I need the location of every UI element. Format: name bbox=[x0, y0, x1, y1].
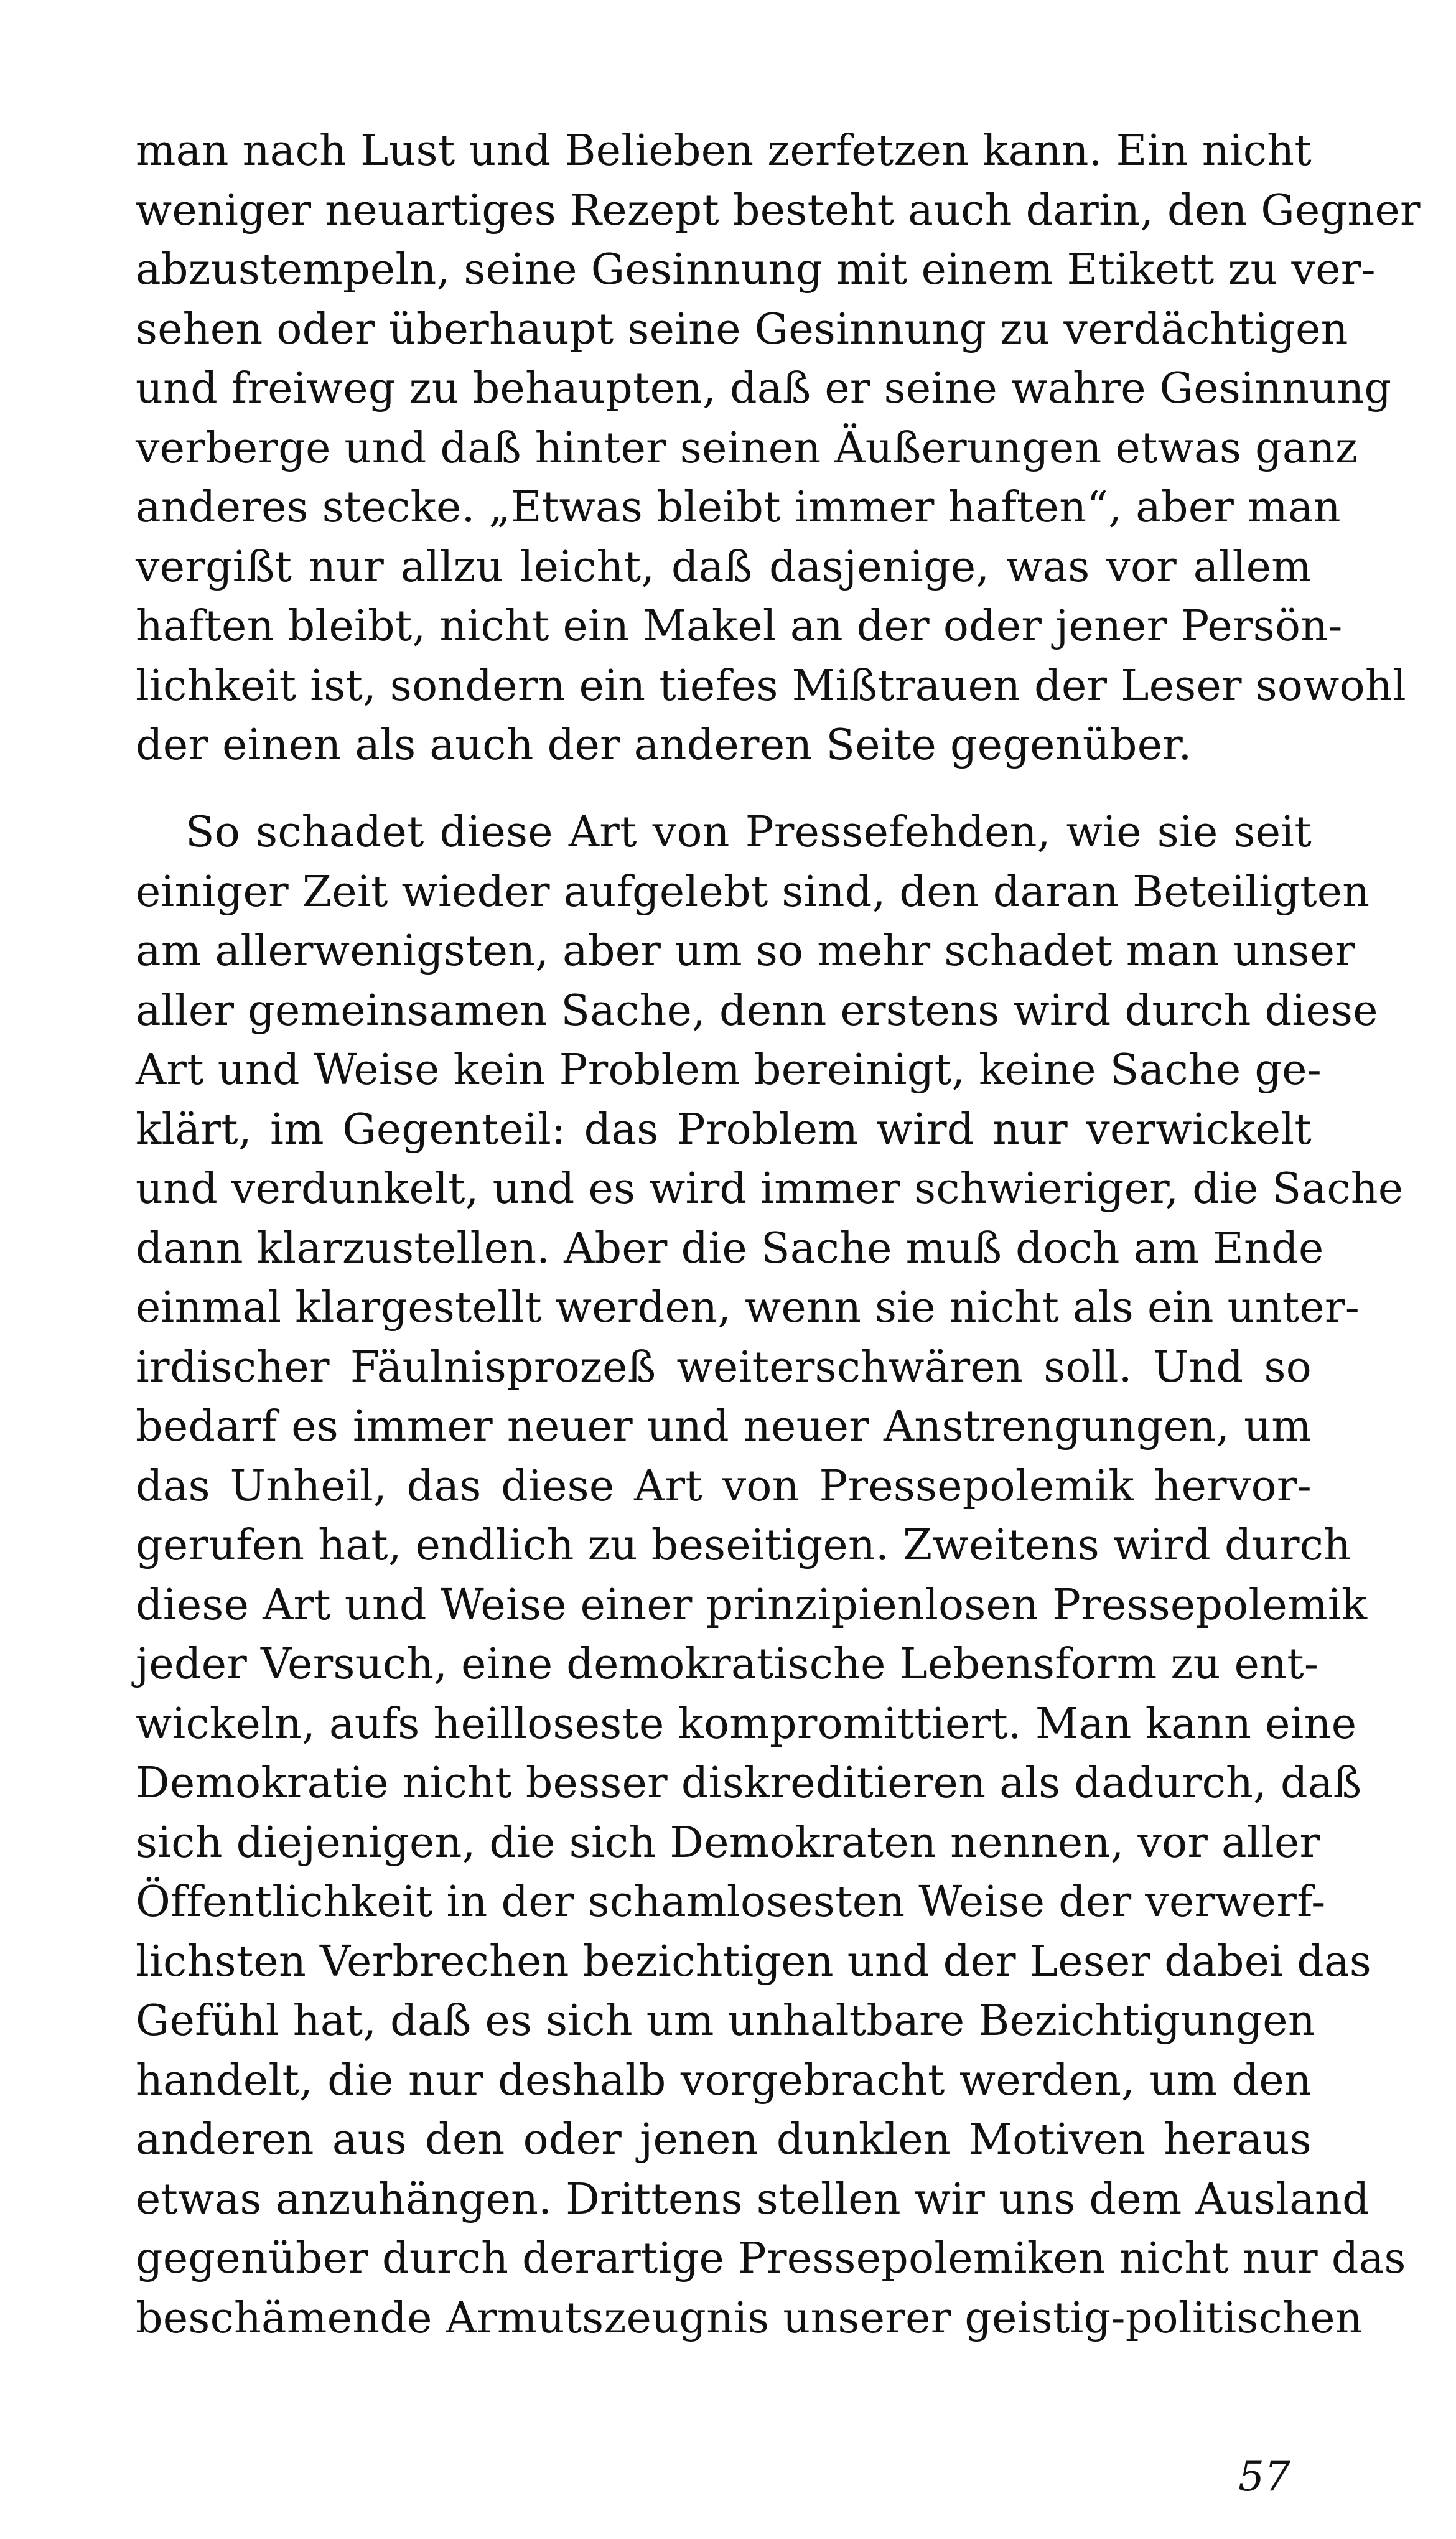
text-line: diese Art und Weise einer prinzipienlosen Pressepolemik bbox=[136, 1580, 1368, 1630]
text-line: verberge und daß hinter seinen Äußerungen etwas ganz bbox=[136, 423, 1358, 473]
text-line: Öffentlichkeit in der schamlosesten Weise der verwerf- bbox=[136, 1877, 1326, 1927]
text-line: lichsten Verbrechen bezichtigen und der Leser dabei das bbox=[136, 1937, 1372, 1986]
paragraph-1 bbox=[136, 121, 1421, 775]
text-line: So schadet diese Art von Pressefehden, wie sie seit bbox=[185, 808, 1312, 857]
text-line: abzustempeln, seine Gesinnung mit einem Etikett zu ver- bbox=[136, 245, 1376, 294]
text-line: sich diejenigen, die sich Demokraten nennen, vor aller bbox=[136, 1818, 1320, 1868]
text-line: beschämende Armutszeugnis unserer geistig-politischen bbox=[136, 2293, 1363, 2343]
text-line: und freiweg zu behaupten, daß er seine wahre Gesinnung bbox=[136, 364, 1392, 413]
text-line: einmal klargestellt werden, wenn sie nicht als ein unter- bbox=[136, 1283, 1360, 1332]
text-line: Art und Weise kein Problem bereinigt, keine Sache ge- bbox=[136, 1045, 1322, 1095]
text-line: irdischer Fäulnisprozeß weiterschwären soll. Und so bbox=[136, 1342, 1312, 1392]
text-line: der einen als auch der anderen Seite gegenüber. bbox=[136, 721, 1192, 770]
page-number: 57 bbox=[1238, 2452, 1290, 2500]
text-line: lichkeit ist, sondern ein tiefes Mißtrauen der Leser sowohl bbox=[136, 661, 1407, 711]
text-line: vergißt nur allzu leicht, daß dasjenige, was vor allem bbox=[136, 542, 1312, 592]
text-line: etwas anzuhängen. Drittens stellen wir uns dem Ausland bbox=[136, 2174, 1370, 2224]
text-line: gerufen hat, endlich zu beseitigen. Zweitens wird durch bbox=[136, 1521, 1351, 1570]
text-line: anderes stecke. „Etwas bleibt immer haften“, aber man bbox=[136, 483, 1341, 532]
text-line: haften bleibt, nicht ein Makel an der oder jener Persön- bbox=[136, 602, 1343, 651]
text-line: bedarf es immer neuer und neuer Anstrengungen, um bbox=[136, 1402, 1312, 1451]
text-line: gegenüber durch derartige Pressepolemiken nicht nur das bbox=[136, 2234, 1406, 2283]
text-line: Demokratie nicht besser diskreditieren als dadurch, daß bbox=[136, 1759, 1362, 1808]
text-line: und verdunkelt, und es wird immer schwieriger, die Sache bbox=[136, 1164, 1404, 1213]
paragraph-2 bbox=[136, 803, 1406, 2348]
text-line: weniger neuartiges Rezept besteht auch darin, den Gegner bbox=[136, 185, 1421, 235]
text-line: dann klarzustellen. Aber die Sache muß doch am Ende bbox=[136, 1223, 1324, 1273]
text-line: aller gemeinsamen Sache, denn erstens wird durch diese bbox=[136, 986, 1378, 1036]
text-line: anderen aus den oder jenen dunklen Motiven heraus bbox=[136, 2115, 1312, 2164]
text-line: man nach Lust und Belieben zerfetzen kann. Ein nicht bbox=[136, 126, 1312, 175]
text-line: klärt, im Gegenteil: das Problem wird nur verwickelt bbox=[136, 1105, 1312, 1154]
text-line: das Unheil, das diese Art von Pressepolemik hervor- bbox=[136, 1461, 1312, 1511]
text-line: wickeln, aufs heilloseste kompromittiert. Man kann eine bbox=[136, 1699, 1357, 1749]
text-line: handelt, die nur deshalb vorgebracht werden, um den bbox=[136, 2055, 1312, 2105]
text-line: jeder Versuch, eine demokratische Lebensform zu ent- bbox=[136, 1640, 1319, 1689]
text-line: am allerwenigsten, aber um so mehr schadet man unser bbox=[136, 927, 1356, 976]
text-line: sehen oder überhaupt seine Gesinnung zu verdächtigen bbox=[136, 304, 1348, 354]
text-line: Gefühl hat, daß es sich um unhaltbare Bezichtigungen bbox=[136, 1996, 1315, 2046]
text-line: einiger Zeit wieder aufgelebt sind, den daran Beteiligten bbox=[136, 867, 1370, 917]
